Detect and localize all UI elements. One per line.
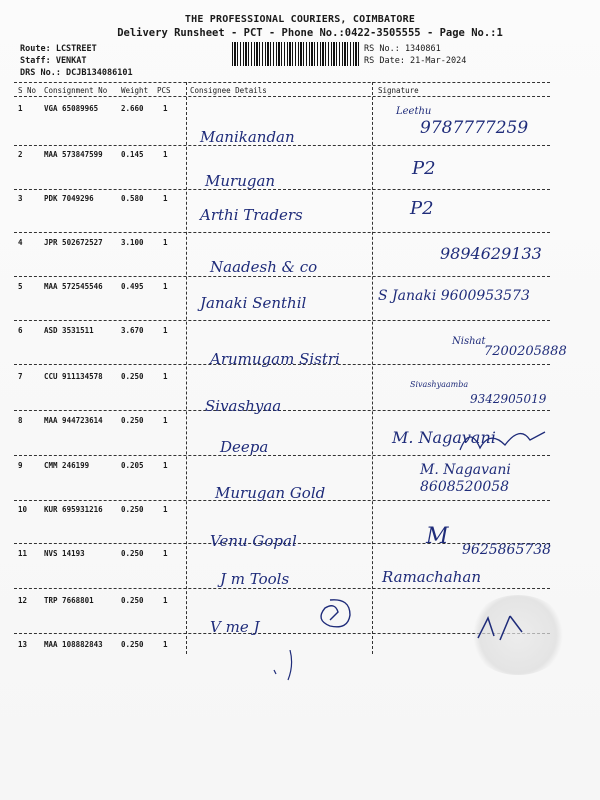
row-consignment: JPR 502672527 (44, 238, 103, 247)
row-consignment: CMM 246199 (44, 461, 90, 470)
row-consignment: NVS 14193 (44, 549, 85, 558)
row-pcs: 1 (163, 596, 168, 605)
table-header-rule (14, 96, 550, 97)
col-header-weight: Weight (121, 86, 149, 95)
signature-handwritten: M. Nagavani (392, 428, 496, 447)
row-weight: 3.670 (121, 326, 144, 335)
signature-handwritten: 9787777259 (420, 118, 529, 138)
runsheet-subtitle: Delivery Runsheet - PCT - Phone No.:0422-3505555 - Page No.:1 (117, 27, 503, 39)
row-sno: 3 (18, 194, 23, 203)
row-sno: 7 (18, 372, 23, 381)
row-weight: 0.495 (121, 282, 144, 291)
row-weight: 0.250 (121, 549, 144, 558)
row-weight: 0.145 (121, 150, 144, 159)
row-consignment: MAA 108882843 (44, 640, 103, 649)
row-consignment: ASD 3531511 (44, 326, 94, 335)
row-pcs: 1 (163, 194, 168, 203)
signature-scribble (300, 590, 360, 640)
row-consignment: MAA 573847599 (44, 150, 103, 159)
row-divider (14, 276, 550, 277)
row-consignment: KUR 695931216 (44, 505, 103, 514)
signature-scribble (260, 650, 320, 690)
barcode (232, 42, 360, 66)
signature-handwritten: 9625865738 (462, 542, 552, 558)
consignee-handwritten: Janaki Senthil (200, 294, 307, 312)
staff-label: Staff: VENKAT (20, 56, 87, 66)
row-pcs: 1 (163, 104, 168, 113)
row-weight: 0.250 (121, 640, 144, 649)
consignee-handwritten: Venu Gopal (210, 532, 297, 550)
signature-handwritten: 7200205888 (484, 344, 567, 359)
company-title: THE PROFESSIONAL COURIERS, COIMBATORE (184, 14, 416, 25)
rs-no-label: RS No.: 1340861 (364, 44, 441, 54)
signature-handwritten: S Janaki 9600953573 (378, 288, 530, 304)
row-sno: 8 (18, 416, 23, 425)
row-weight: 2.660 (121, 104, 144, 113)
col-header-consignment: Consignment No (44, 86, 108, 95)
consignee-column-rule (186, 82, 187, 654)
row-consignment: VGA 65089965 (44, 104, 99, 113)
col-header-sno: S No (18, 86, 37, 95)
consignee-handwritten: Arthi Traders (200, 206, 303, 224)
row-divider (14, 232, 550, 233)
row-sno: 2 (18, 150, 23, 159)
drs-label: DRS No.: DCJB134086101 (20, 68, 133, 78)
signature-handwritten: P2 (412, 158, 436, 179)
col-header-signature: Signature (378, 86, 419, 95)
signature-scribble (380, 420, 560, 460)
row-sno: 6 (18, 326, 23, 335)
consignee-handwritten: V me J (210, 618, 260, 636)
signature-mark: Nishat (452, 336, 486, 347)
consignee-handwritten: Naadesh & co (210, 258, 318, 276)
row-sno: 13 (18, 640, 28, 649)
row-pcs: 1 (163, 505, 168, 514)
col-header-consignee: Consignee Details (190, 86, 267, 95)
row-consignment: CCU 911134578 (44, 372, 103, 381)
row-divider (14, 410, 550, 411)
row-weight: 0.205 (121, 461, 144, 470)
row-sno: 12 (18, 596, 28, 605)
row-sno: 5 (18, 282, 23, 291)
signature-handwritten: 9894629133 (440, 244, 542, 263)
signature-mark: Leethu (396, 106, 432, 117)
row-consignment: TRP 7668801 (44, 596, 94, 605)
row-consignment: MAA 944723614 (44, 416, 103, 425)
row-sno: 4 (18, 238, 23, 247)
rs-date-label: RS Date: 21-Mar-2024 (364, 56, 467, 66)
row-pcs: 1 (163, 640, 168, 649)
row-weight: 0.250 (121, 372, 144, 381)
row-consignment: PDK 7049296 (44, 194, 94, 203)
route-label: Route: LCSTREET (20, 44, 97, 54)
row-sno: 11 (18, 549, 28, 558)
consignee-handwritten: Sivashyaa (205, 397, 282, 415)
row-sno: 1 (18, 104, 23, 113)
consignee-handwritten: J m Tools (220, 570, 290, 588)
row-weight: 0.580 (121, 194, 144, 203)
signature-mark: Sivashyaamba (410, 380, 469, 389)
row-pcs: 1 (163, 549, 168, 558)
consignee-handwritten: Deepa (220, 438, 269, 456)
signature-handwritten: Ramachahan (382, 568, 482, 586)
row-consignment: MAA 572545546 (44, 282, 103, 291)
row-pcs: 1 (163, 461, 168, 470)
row-sno: 9 (18, 461, 23, 470)
row-pcs: 1 (163, 238, 168, 247)
consignee-handwritten: Arumugam Sistri (210, 350, 340, 368)
row-divider (14, 189, 550, 190)
consignee-handwritten: Manikandan (200, 128, 295, 146)
consignee-handwritten: Murugan Gold (215, 484, 326, 502)
signature-handwritten: P2 (410, 198, 434, 219)
consignee-handwritten: Murugan (205, 172, 276, 190)
row-divider (14, 588, 550, 589)
row-weight: 3.100 (121, 238, 144, 247)
row-pcs: 1 (163, 150, 168, 159)
row-pcs: 1 (163, 282, 168, 291)
col-header-pcs: PCS (157, 86, 171, 95)
row-pcs: 1 (163, 372, 168, 381)
row-pcs: 1 (163, 416, 168, 425)
signature-scribble (470, 608, 530, 648)
signature-handwritten: M. Nagavani 8608520058 (420, 462, 511, 495)
signature-mark: M (426, 524, 449, 549)
table-top-rule (14, 82, 550, 83)
row-weight: 0.250 (121, 596, 144, 605)
row-weight: 0.250 (121, 416, 144, 425)
row-pcs: 1 (163, 326, 168, 335)
row-sno: 10 (18, 505, 28, 514)
signature-column-rule (372, 82, 373, 654)
signature-handwritten: 9342905019 (470, 392, 547, 406)
row-weight: 0.250 (121, 505, 144, 514)
row-divider (14, 320, 550, 321)
